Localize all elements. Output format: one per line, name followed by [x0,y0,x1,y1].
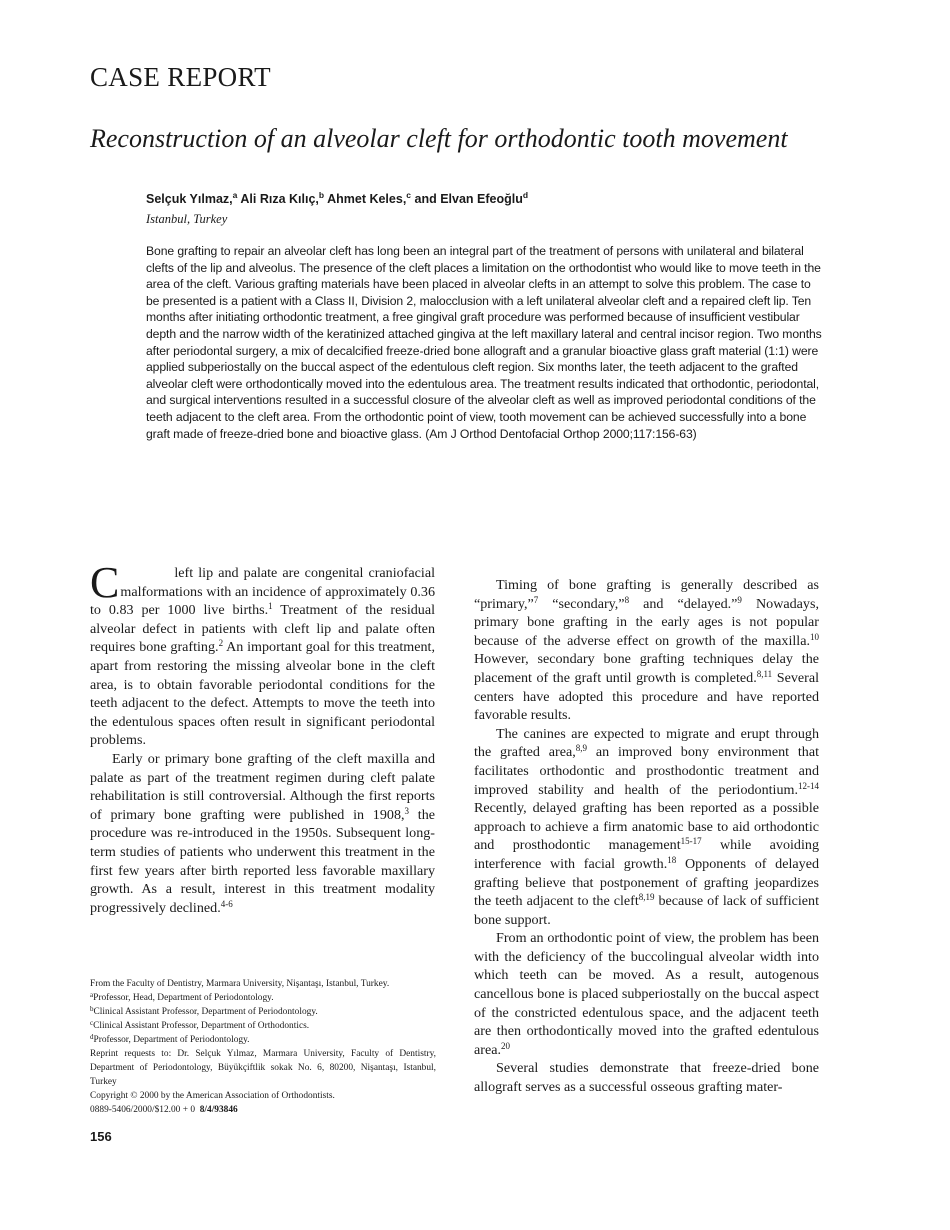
footnote-text: Professor, Head, Department of Periodontology. [93,993,274,1003]
author-name: Ahmet Keles, [327,192,407,206]
author-affiliation-marker: a [232,190,238,200]
body-paragraph [90,558,435,750]
footnote-code: 8/4/93846 [199,1105,238,1115]
citation: 1 [268,601,273,612]
paragraph-text: Several centers have adopted this procedure and have reported favorable results. [474,669,819,724]
paragraph-text: An important goal for this treatment, apart from restoring the missing alveolar bone in the cleft area, is to obtain favorable periodontal conditions for the teeth adjacent to the defect. Attempts to move the teeth into the edentulous spaces often result in significant periodontal problems. [90,639,435,749]
footnote-text: 0889-5406/2000/$12.00 + 0 [90,1105,200,1115]
citation: 3 [404,805,410,816]
footnote [90,1033,436,1047]
footnote [90,1005,436,1019]
citation: 8,9 [575,743,588,754]
body-paragraph [474,725,819,930]
footnotes [90,977,436,1117]
citation: 20 [500,1040,510,1051]
footnote-marker: a [90,991,94,999]
body-column-left [90,558,436,917]
citation: 12-14 [798,780,819,791]
footnote [90,991,436,1005]
paragraph-text: because of lack of sufficient bone support. [474,893,819,928]
footnote-text: Clinical Assistant Professor, Department of Periodontology. [93,1007,318,1017]
paragraph-text: while avoiding interference with facial growth. [474,837,819,872]
abstract: Bone grafting to repair an alveolar cleft has long been an integral part of the treatment of persons with unilateral and bilateral clefts of the lip and alveolus. The presence of the cleft places a limitation on the orthodontist who would like to move teeth in the area of the cleft. Various grafting materials have been placed in alveolar clefts in an attempt to solve this problem. The case to be presented is a patient with a Class II, Division 2, malocclusion with a left unilateral alveolar cleft and a repaired cleft lip. Ten months after initiating orthodontic treatment, a free gingival graft procedure was performed because of insufficient vestibular depth and the narrow width of the keratinized attached gingiva at the left maxillary lateral and central incisor region. Two months after periodontal surgery, a mix of decalcified freeze-dried bone allograft and a granular bioactive glass graft material (1:1) were applied subperiostally on the buccal aspect of the edentulous cleft region. Six months later, the teeth adjacent to the grafted alveolar cleft were orthodontically moved into the edentulous area. The treatment results indicated that orthodontic, periodontal, and surgical interventions resulted in a successful closure of the alveolar cleft as well as improved periodontal conditions of the teeth adjacent to the cleft area. From the orthodontic point of view, tooth movement can be achieved successfully into a bone graft made of freeze-dried bone and bioactive glass. (Am J Orthod Dentofacial Orthop 2000;117:156-63) [146,244,822,441]
footnote [90,1047,436,1089]
paragraph-text: “secondary,” [538,595,625,612]
paragraph-text: Timing of bone grafting is generally described as “primary,” [474,577,819,612]
author-affiliation-marker: c [406,190,412,200]
citation: 4-6 [220,898,233,909]
paragraph-text: left lip and palate are congenital craniofacial malformations with an incidence of approximately 0.36 to 0.83 per 1000 live births. [90,565,435,619]
citation: 7 [533,594,539,605]
footnote [90,977,436,991]
paragraph-text: Treatment of the residual alveolar defect in patients with cleft lip and palate often requires bone grafting. [90,602,435,656]
paragraph-text: From an orthodontic point of view, the problem has been with the deficiency of the buccolingual alveolar width into which teeth can be moved. As a result, autogenous cancellous bone is placed subperiostally on the buccal aspect of the constricted edentulous space, and the adjacent teeth are then orthodontically moved into the grafted edentulous area. [474,930,819,1058]
footnote-text: From the Faculty of Dentistry, Marmara University, Nişantaşı, Istanbul, Turkey. [90,979,390,989]
paragraph-text: and “delayed.” [629,595,738,612]
footnote-marker: d [90,1033,94,1041]
paragraph-text: Opponents of delayed grafting believe that postponement of grafting jeopardizes the teeth adjacent to the cleft [474,855,820,910]
paragraph-text: Early or primary bone grafting of the cleft maxilla and palate as part of the treatment regimen during cleft palate rehabilitation is still controversial. Although the first reports of primary bone grafting were published in 1908, [90,750,435,823]
author-affiliation-marker: d [522,190,529,200]
citation: 8,19 [638,892,655,903]
paragraph-text: The canines are expected to migrate and erupt through the grafted area, [474,725,819,761]
citation: 8,11 [756,668,773,679]
paragraph-text: an improved bony environment that facilitates orthodontic and prosthodontic treatment and improved stability and health of the periodontium. [474,744,819,798]
paragraph-text: Nowadays, primary bone grafting in the early ages is not popular because of the adverse effect on growth of the maxilla. [474,595,819,649]
author-location: Istanbul, Turkey [146,212,228,226]
citation: 18 [667,854,677,865]
author-name: Selçuk Yılmaz, [146,192,233,206]
footnote [90,1103,436,1117]
author-name: Ali Rıza Kılıç, [240,192,319,206]
paragraph-text: Several studies demonstrate that freeze-dried bone allograft serves as a successful osseous grafting mater- [474,1060,819,1096]
paragraph-text: However, secondary bone grafting techniques delay the placement of the graft until growth is completed. [474,651,819,686]
author-affiliation-marker: b [318,190,325,200]
footnote-text: Copyright © 2000 by the American Association of Orthodontists. [90,1091,335,1101]
paragraph-text: Recently, delayed grafting has been reported as a possible approach to achieve a firm anatomic base to aid orthodontic and prosthodontic management [474,800,819,854]
footnote [90,1019,436,1033]
body-paragraph [90,750,435,917]
footnote [90,1089,436,1103]
body-column-right [474,576,819,1097]
citation: 9 [737,594,742,605]
footnote-text: Reprint requests to: Dr. Selçuk Yılmaz, Marmara University, Faculty of Dentistry, Department of Periodontology, Büyükçiftlik sokak No. 6, 80200, Nişantaşı, Istanbul, Turkey [90,1049,436,1087]
citation: 8 [624,594,630,605]
section-label: CASE REPORT [90,62,271,92]
footnote-text: Clinical Assistant Professor, Department of Orthodontics. [93,1021,310,1031]
drop-cap: C [90,558,120,607]
footnote-text: Professor, Department of Periodontology. [93,1035,250,1045]
body-paragraph [474,1059,819,1096]
footnote-marker: c [90,1019,94,1027]
article-title: Reconstruction of an alveolar cleft for orthodontic tooth movement [90,124,788,153]
citation: 10 [810,631,819,642]
author-name: and Elvan Efeoğlu [414,192,523,206]
citation: 15-17 [680,836,702,847]
page-number: 156 [90,1129,112,1144]
citation: 2 [218,638,224,649]
paragraph-text: the procedure was re-introduced in the 1950s. Subsequent long-term studies of patients who underwent this treatment in the first few years after birth reported less favorable maxillary growth. As a result, interest in this treatment modality progressively declined. [90,806,436,916]
footnote-marker: b [90,1005,94,1013]
author-list [146,192,528,206]
body-paragraph [474,576,819,725]
body-paragraph [474,929,819,1059]
